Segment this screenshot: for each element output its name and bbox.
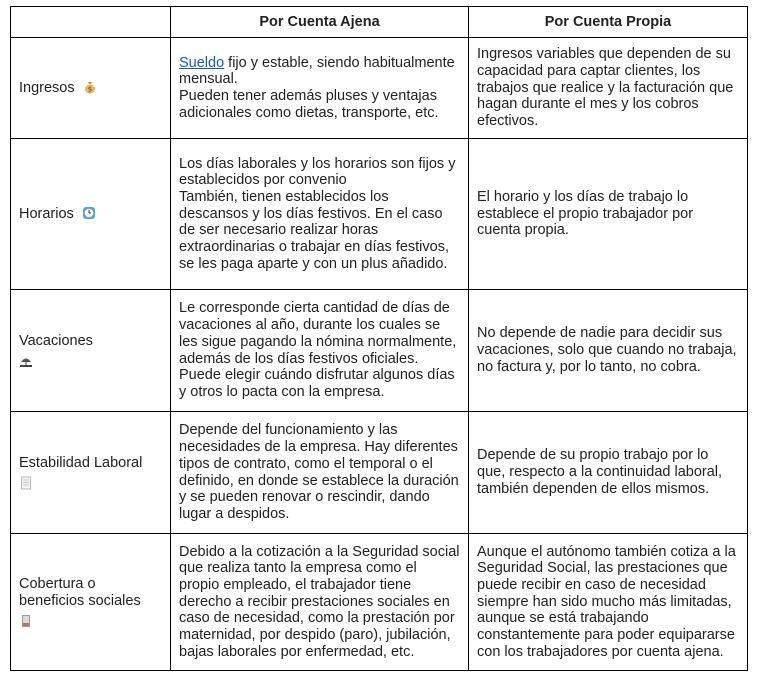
cell-vacaciones-propia: No depende de nadie para decidir sus vacaciones, solo que cuando no trabaja, no factura y, por lo tanto, no cobra. [469,290,748,412]
row-label-estabilidad [11,412,171,534]
cell-horarios-propia: El horario y los días de trabajo lo establece el propio trabajador por cuenta propia. [469,139,748,290]
table-row [11,290,748,412]
cell-cobertura-ajena: Debido a la cotización a la Seguridad social que realiza tanto la empresa como el propio empleado, el trabajador tiene derecho a recibir prestaciones sociales en caso de necesidad, como la prestación por maternidad, por despido (paro), jubilación, bajas laborales por enfermedad, etc. [171,534,469,671]
cell-horarios-ajena [171,139,469,290]
row-label-text: Cobertura o beneficios sociales [19,576,141,609]
cell-text: Pueden tener además pluses y ventajas adicionales como dietas, transporte, etc. [179,88,439,121]
row-label-text: Estabilidad Laboral [19,455,143,472]
header-cuenta-ajena: Por Cuenta Ajena [171,7,469,38]
table-row [11,534,748,671]
table-row [11,38,748,139]
clock-icon [82,206,96,220]
cell-ingresos-propia: Ingresos variables que dependen de su capacidad para captar clientes, los trabajos que realice y la facturación que hagan durante el mes y los cobros efectivos. [469,38,748,139]
row-label-ingresos [11,38,171,139]
sueldo-link[interactable]: Sueldo [179,54,225,71]
money-bag-icon [83,80,97,94]
table-row [11,139,748,290]
cell-text: fijo y estable, siendo habitualmente mensual. [179,54,455,88]
header-empty [11,7,171,38]
cell-text: Los días laborales y los horarios son fijos y establecidos por convenio [179,155,456,189]
row-label-text: Ingresos [19,79,75,96]
svg-text:$: $ [87,85,92,94]
cell-text: También, tienen establecidos los descansos y los días festivos. En el caso de ser necesario realizar horas extraordinarias o trabajar en días festivos, se les paga aparte y con un plus añadido. [179,188,449,272]
cell-ingresos-ajena [171,38,469,139]
row-label-horarios [11,139,171,290]
row-label-text: Vacaciones [19,333,93,350]
cell-vacaciones-ajena [171,290,469,412]
comparison-table [10,6,748,671]
header-cuenta-propia: Por Cuenta Propia [469,7,748,38]
ledger-icon [19,614,33,628]
header-row [11,7,748,38]
cell-text: Puede elegir cuándo disfrutar algunos días y otros lo pacta con la empresa. [179,367,455,400]
document-icon [19,476,33,490]
cell-text: Le corresponde cierta cantidad de días de vacaciones al año, durante los cuales se les sigue pagando la nómina normalmente, además de los días festivos oficiales. [179,300,457,367]
cell-cobertura-propia: Aunque el autónomo también cotiza a la Seguridad Social, las prestaciones que puede recibir en caso de necesidad siempre han sido mucho más limitadas, aunque se está trabajando constantemente para poder equipararse con los trabajadores por cuenta ajena. [469,534,748,671]
cell-estabilidad-propia: Depende de su propio trabajo por lo que, respecto a la continuidad laboral, también dependen de ellos mismos. [469,412,748,534]
table-row [11,412,748,534]
row-label-cobertura [11,534,171,671]
cell-estabilidad-ajena: Depende del funcionamiento y las necesidades de la empresa. Hay diferentes tipos de contrato, como el temporal o el definido, en donde se establece la duración y se pueden renovar o rescindir, dando lugar a despidos. [171,412,469,534]
row-label-vacaciones [11,290,171,412]
beach-icon [19,354,33,368]
row-label-text: Horarios [19,205,74,222]
